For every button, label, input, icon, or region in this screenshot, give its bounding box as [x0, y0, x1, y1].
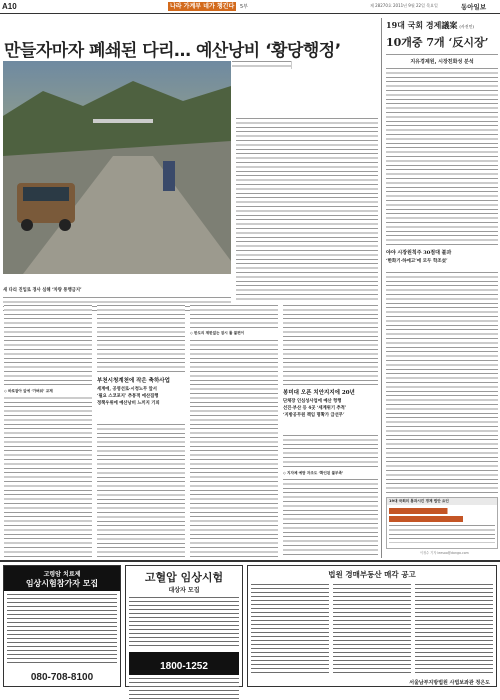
main-right-text: [236, 118, 378, 300]
side-subhead-line: ‘한화기·하에고’에 모두 학조섰’: [386, 259, 448, 264]
ad-1-body: [7, 594, 117, 666]
section-badge: 나라 가계부 네가 챙긴다: [170, 3, 235, 10]
paper-name: 동아일보: [461, 3, 487, 11]
ad-1: [3, 565, 121, 687]
section-num: 5부: [240, 4, 249, 10]
side-byline: 지유경제원, 시장친화성 분석: [386, 54, 498, 69]
main-column-2: [97, 305, 185, 373]
photo-caption: [3, 276, 231, 300]
ad-2-subtitle: 대상자 모집: [168, 587, 200, 594]
side-body-2: [386, 272, 498, 494]
subhead-1-block: [97, 376, 185, 420]
ad-2-title: 고혈압 임상시험: [144, 571, 224, 584]
ad-1-header: [4, 566, 120, 591]
ad-2: [125, 565, 243, 687]
subhead-2: 봉미대 오픈 치안지지에 20년: [283, 390, 355, 396]
main-column-1a: [232, 61, 292, 69]
page-number: A10: [2, 2, 17, 11]
main-column-2b: [97, 424, 185, 557]
subhead-2-line-1: 단체장 인심성사업에 예산 헝행: [283, 399, 342, 404]
ad-1-title: 고령암 치료제: [43, 571, 81, 578]
side-title-main: 10개중 7개 ‘反시장’: [386, 36, 489, 49]
side-table-bar-2: [389, 516, 495, 522]
subhead-1: 부천시청계천에 작은 축하사업: [97, 378, 170, 384]
side-table-rows: [389, 525, 495, 543]
subhead-1-line-1: 세계에, 공영선로·시청노무 앞서: [97, 387, 157, 392]
main-photo: [3, 61, 231, 274]
column-divider: [381, 18, 382, 558]
mountain-road-illustration: [3, 61, 231, 274]
side-table-title: 19대 국회의 통과시킨 경제 법안 요인: [387, 498, 497, 505]
side-table: [386, 497, 498, 549]
main-column-4a: [283, 305, 378, 385]
side-title-small: 19대 국회 경제議案 (사진인): [386, 20, 475, 30]
main-column-1: [4, 305, 92, 557]
page-header: [0, 0, 500, 14]
ad-3-col-2: [333, 584, 411, 676]
subhead-2-line-3: ‘지방공무원 책임 명확가 급선무’: [283, 413, 345, 418]
side-table-bar-1: [389, 508, 495, 514]
subhead-1-line-2: ‘필요 스코포지’ 추봉적 에산집행: [97, 394, 159, 399]
ad-3-columns: [251, 584, 493, 676]
ad-2-phone-box: [129, 652, 239, 675]
ad-3-col-1: [251, 584, 329, 676]
photo-caption-title: 새 다리 진입로 경사 심해 ‘차량 통행금지’: [3, 288, 82, 293]
ad-2-body: [129, 597, 239, 649]
headline: 만들자마자 폐쇄된 다리… 예산낭비 ‘황당행정’: [4, 41, 341, 61]
ad-3-footer: 서울남부지방법원 사법보좌관 정은도: [409, 680, 490, 686]
side-body-1: [386, 68, 498, 246]
side-subhead: 야야 시장원칙주 30점대 불과: [386, 250, 452, 256]
ad-2-footer: [129, 678, 239, 700]
ad-divider: [0, 560, 500, 562]
issue-line: 제 28270호 2011년 9월 22일 목요일: [370, 3, 438, 8]
subhead-2-block: [283, 388, 378, 432]
ad-3-title: 법원 경매부동산 매각 공고: [328, 570, 416, 579]
main-column-4b: [283, 435, 378, 557]
subhead-2-line-2: 선진·부산 등 4곳 ‘세계위기 추적’: [283, 406, 347, 411]
box3-head: ◇ 지자체 예탐 자조도 ‘확인된 불부족’: [283, 470, 378, 477]
ad-3-col-3: [415, 584, 493, 676]
side-title-badge: (사진인): [459, 24, 475, 29]
side-footer: 이정수 기자 leesoo@donga.com: [420, 551, 469, 555]
ad-2-phone: 1800-1252: [160, 661, 208, 672]
side-subhead-block: [386, 249, 498, 269]
box1-head: ◇ 바로잡아 앞에 ‘가벼워’ 교제: [4, 388, 92, 395]
subhead-1-line-3: 정책우위에 예산낭비 느끼지 기피: [97, 401, 160, 406]
box2-head: ◇ 한도의 제한없는 잠시 틀 불편이: [190, 330, 278, 337]
ad-3: [247, 565, 497, 687]
main-column-3: [190, 305, 278, 557]
ad-1-phone: 080-708-8100: [30, 672, 94, 683]
ad-1-subtitle: 임상시험참가자 모집: [25, 579, 99, 588]
